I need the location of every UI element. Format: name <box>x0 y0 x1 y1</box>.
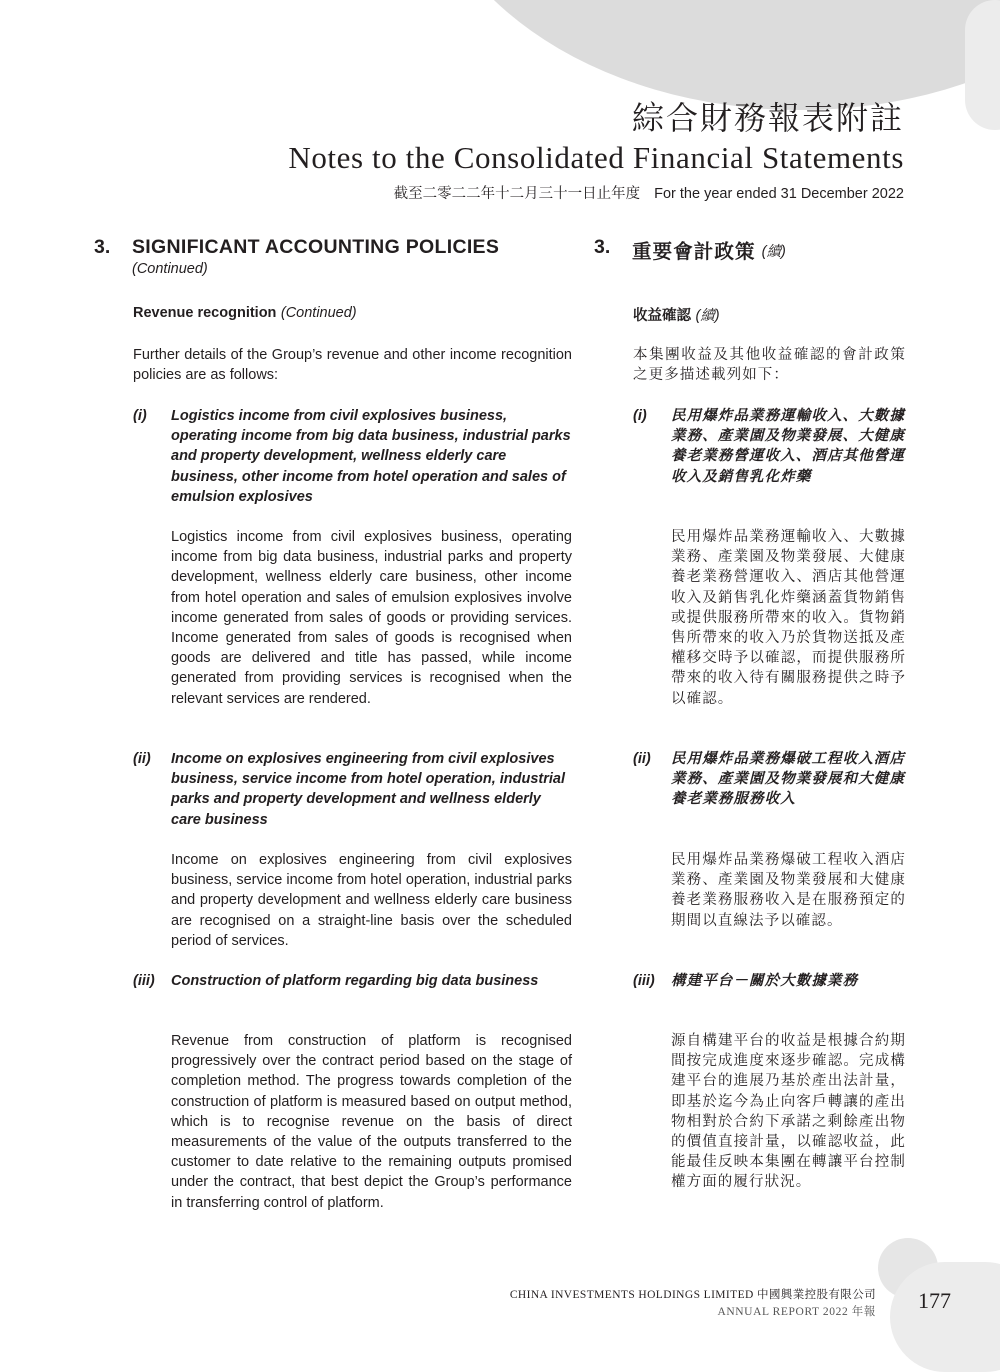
item-body-ii: Income on explosives engineering from civil explosives business, service income from hotel operation, industrial parks and property development and wellness elderly care business are recognised on a straight-line basis over the scheduled period of services. <box>171 852 572 949</box>
page-title-en: Notes to the Consolidated Financial Statements <box>288 140 904 175</box>
sub-heading-continued: (Continued) <box>280 305 357 321</box>
footer-report: ANNUAL REPORT 2022 年報 <box>717 1306 876 1318</box>
item-title: Construction of platform regarding big data business <box>171 973 539 989</box>
page-header <box>288 98 904 203</box>
section-title: SIGNIFICANT ACCOUNTING POLICIES <box>132 236 500 258</box>
intro-paragraph: Further details of the Group’s revenue and other income recognition policies are as follows: <box>133 347 572 384</box>
section-continued: (Continued) <box>132 261 208 277</box>
right-section-heading <box>594 236 906 264</box>
item-number: (iii) <box>133 973 155 989</box>
footer-company: CHINA INVESTMENTS HOLDINGS LIMITED 中國興業控股有限公司 <box>509 1289 876 1301</box>
section-number-zh: 3. <box>594 236 611 258</box>
section-continued-zh: (續) <box>761 244 786 260</box>
item-heading-ii <box>133 749 572 830</box>
decorative-background-shape <box>965 0 1000 130</box>
sub-heading-zh <box>633 304 906 325</box>
page-title-zh: 綜合財務報表附註 <box>631 99 904 137</box>
item-body-iii-zh: 源自構建平台的收益是根據合約期間按完成進度來逐步確認。完成構建平台的進展乃基於產出法計量，即基於迄今為止向客戶轉讓的產出物相對於合約下承諾之剩餘產出物的價值直接計量，以確認收益，此能最佳反映本集團在轉讓平台控制權方面的履行狀況。 <box>671 1033 906 1191</box>
sub-heading-continued-zh: (續) <box>695 308 720 324</box>
sub-heading <box>133 304 572 322</box>
item-body-i: Logistics income from civil explosives business, operating income from big data business, industrial parks and property development, wellness elderly care business, other income from hotel operation and sales of emulsion explosives involve income generated from sales of goods or providing services. Income generated from sales of goods is recognised when goods are delivered and title has passed, while income generated from providing services is recognised when the relevant services are rendered. <box>171 529 572 707</box>
item-number-zh: (i) <box>633 408 647 424</box>
item-heading-iii <box>133 971 572 991</box>
page-number: 177 <box>918 1288 951 1313</box>
item-title: Logistics income from civil explosives business, operating income from big data business, industrial parks and property development, wellness elderly care business, other income from hotel operation and sales of emulsion explosives <box>171 408 571 505</box>
item-body-iii: Revenue from construction of platform is recognised progressively over the contract period based on the stage of completion method. The progress towards completion of the construction of platform is measured based on output method, which is to recognise revenue on the basis of direct measurements of the value of the outputs transferred to the customer to date relative to the remaining outputs promised under the contract, that best depict the Group’s performance in transferring control of platform. <box>171 1033 572 1211</box>
section-title-zh: 重要會計政策 <box>632 241 756 263</box>
item-heading-i-zh <box>633 406 906 487</box>
item-title: Income on explosives engineering from civil explosives business, service income from hotel operation, industrial parks and property development and wellness elderly care business <box>171 751 566 828</box>
sub-heading-text-zh: 收益確認 <box>633 308 691 324</box>
item-body-ii-zh: 民用爆炸品業務爆破工程收入酒店業務、產業園及物業發展和大健康養老業務服務收入是在服務預定的期間以直線法予以確認。 <box>671 852 906 929</box>
item-heading-iii-zh <box>633 971 906 991</box>
item-number-zh: (ii) <box>633 751 651 767</box>
item-heading-i <box>133 406 572 507</box>
item-body-i-zh: 民用爆炸品業務運輸收入、大數據業務、產業園及物業發展、大健康養老業務營運收入、酒店其他營運收入及銷售乳化炸藥涵蓋貨物銷售或提供服務所帶來的收入。貨物銷售所帶來的收入乃於貨物送抵及產權移交時予以確認，而提供服務所帶來的收入待有關服務提供之時予以確認。 <box>671 529 906 707</box>
period-en: For the year ended 31 December 2022 <box>654 186 904 202</box>
item-number-zh: (iii) <box>633 973 655 989</box>
decorative-footer-shape <box>890 1262 1000 1372</box>
decorative-background-circle <box>420 0 1000 110</box>
left-section-heading <box>94 236 572 277</box>
item-title-zh: 構建平台－關於大數據業務 <box>671 973 859 989</box>
section-number: 3. <box>94 236 111 258</box>
intro-paragraph-zh: 本集團收益及其他收益確認的會計政策之更多描述載列如下： <box>633 347 906 384</box>
page-footer <box>510 1286 876 1319</box>
item-title-zh: 民用爆炸品業務運輸收入、大數據業務、產業園及物業發展、大健康養老業務營運收入、酒店其他營運收入及銷售乳化炸藥 <box>671 408 905 485</box>
item-number: (ii) <box>133 751 151 767</box>
item-number: (i) <box>133 408 147 424</box>
period-line <box>288 182 904 203</box>
period-zh: 截至二零二二年十二月三十一日止年度 <box>393 186 641 202</box>
sub-heading-text: Revenue recognition <box>133 305 277 321</box>
item-title-zh: 民用爆炸品業務爆破工程收入酒店業務、產業園及物業發展和大健康養老業務服務收入 <box>671 751 905 808</box>
item-heading-ii-zh <box>633 749 906 810</box>
